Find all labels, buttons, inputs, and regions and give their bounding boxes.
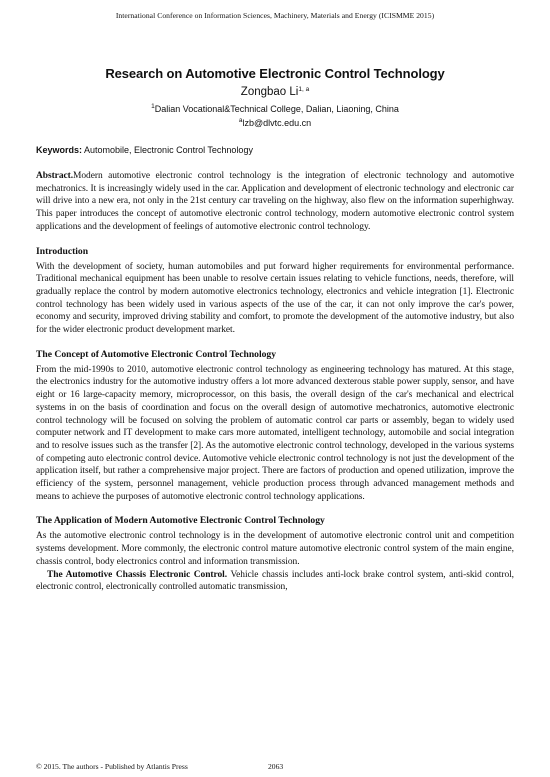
footer-copyright: © 2015. The authors - Published by Atlantis Press [36, 762, 188, 771]
affiliation-line [36, 104, 514, 114]
chassis-paragraph [36, 569, 514, 594]
keywords-text: Automobile, Electronic Control Technology [82, 145, 253, 155]
email-line [36, 118, 514, 128]
author-line [36, 86, 514, 98]
abstract-paragraph [36, 170, 514, 234]
section-heading-introduction: Introduction [36, 245, 89, 257]
abstract-label: Abstract. [36, 171, 74, 181]
application-paragraph: As the automotive electronic control technology is in the development of automotive electronic control unit and competition systems development. More commonly, the electronic control mature automotive electronic control system of the main engine, chassis control, body electronics control and information transmission. [36, 531, 514, 567]
affiliation-text: Dalian Vocational&Technical College, Dalian, Liaoning, China [154, 104, 399, 114]
abstract-text: Modern automotive electronic control technology is the integration of electronic technology and automotive mechatronics. It is increasingly widely used in the car. Application and development of electronic technology and electronic car will drive into a new era, not only in the 21st century car traveling on the highway, also flew on the information superhighway. This paper introduces the concept of automotive electronic control technology, modern automotive electronic control system applications and the development of feelings of automotive electronic control technology. [36, 171, 514, 232]
keywords-line [36, 145, 514, 155]
section-heading-application: The Application of Modern Automotive Electronic Control Technology [36, 515, 325, 527]
paper-title: Research on Automotive Electronic Control Technology [105, 66, 445, 81]
author-name: Zongbao Li [240, 86, 299, 98]
email-superscript: a [238, 117, 243, 124]
concept-paragraph: From the mid-1990s to 2010, automotive electronic control technology as engineering technology has matured. At this stage, the electronics industry for the automotive industry offers a lot more advanced dexterous stable power supply, sensor, and have eight or 16 large-capacity memory, microprocessor, on this basis, the overall design of the car's mechanical and electrical systems in on the basis of coordination and focus on the overall design of automotive mechatronics, automotive electronic control technology will be focused on solving the problem of automatic control car parts or assembly, began to widely used computer network and IT development to make cars more automated, intelligent technology, automobile and social integration and to resolve issues such as the transfer [2]. As the automotive electronic control technology, developed in the various systems of competing auto electronic control device. Automotive vehicle electronic control technology is not just the development of the application itself, but rather a comprehensive major project. There are factors of production and opened utilization, improve the efficiency of the system, personnel management, vehicle production process through advanced management methods and means to achieve the purposes of automotive electronic control technology applications. [36, 364, 514, 502]
keywords-label: Keywords: [36, 145, 83, 155]
paper-content [36, 62, 514, 594]
author-superscript: 1, a [298, 86, 310, 93]
email-text: lzb@dlvtc.edu.cn [242, 118, 312, 128]
introduction-paragraph: With the development of society, human automobiles and put forward higher requirements for environmental performance. Traditional mechanical equipment has been unable to resolve certain issues relating to vehicle functions, needs, therefore, will gradually replace the control by modern automotive electronics technology, electronics and vehicle integration [1]. Electronic control technology has been widely used in various aspects of the use of the car, it can not only improve the car's power, economy and security, improved driving stability and comfort, to promote the development of the automotive industry, but also for the wider electronic product development market. [36, 261, 514, 336]
section-heading-concept: The Concept of Automotive Electronic Control Technology [36, 348, 277, 360]
footer-page-number: 2063 [268, 762, 284, 771]
chassis-text: Vehicle chassis includes anti-lock brake control system, anti-skid control, electronic control, electronically controlled automatic transmission, [36, 569, 514, 593]
chassis-label: The Automotive Chassis Electronic Control. [47, 569, 228, 580]
conference-header: International Conference on Information Sciences, Machinery, Materials and Energy (ICISMME 2015) [115, 11, 435, 20]
affiliation-superscript: 1 [151, 103, 155, 110]
